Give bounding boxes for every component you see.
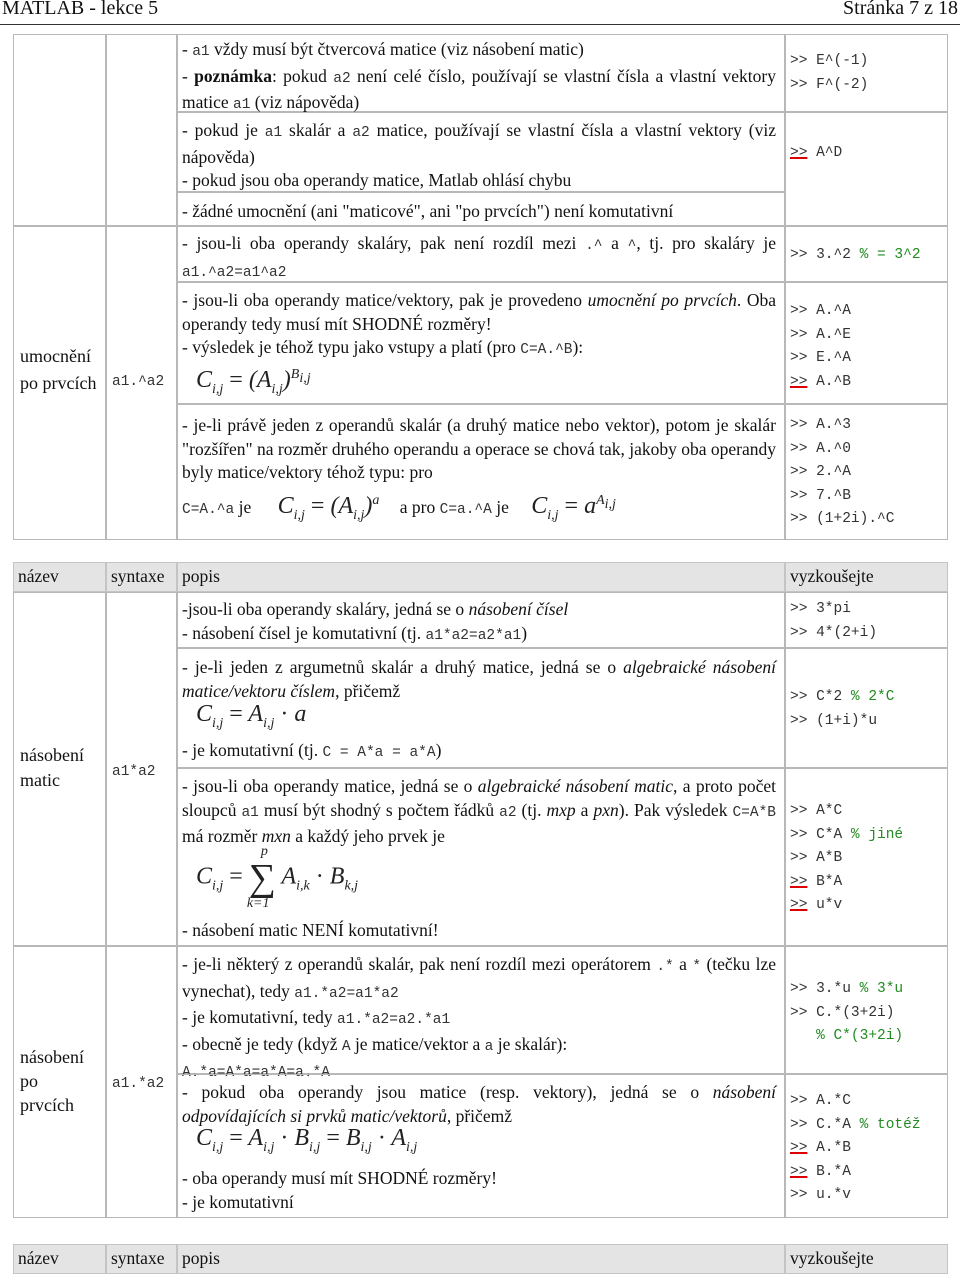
text: -	[182, 65, 195, 86]
emult-name-cell	[13, 946, 106, 1218]
code-cab: C=A.^B	[520, 342, 573, 358]
code-text: C*A	[816, 826, 851, 843]
code-line	[790, 1002, 943, 1026]
code-block	[790, 408, 943, 532]
code-text: 2.^A	[816, 464, 851, 480]
dim-mxn: mxn	[261, 826, 291, 846]
text: - pokud oba operandy jsou matice (resp. vektory), jedná se o	[182, 1082, 713, 1102]
header-desc	[177, 1244, 785, 1274]
code-prompt: >>	[790, 1116, 817, 1133]
power-syntax: a1.^a2	[112, 374, 165, 390]
code-comment: % C*(3+2i)	[816, 1028, 904, 1044]
code-block	[790, 772, 943, 918]
code-line	[790, 622, 943, 646]
text: ). Pak výsledek	[618, 799, 733, 820]
text: - násobení čísel je komutativní (tj.	[182, 622, 426, 643]
power-desc-4	[177, 226, 785, 282]
text: a	[673, 954, 693, 974]
power-desc-6	[177, 404, 785, 540]
no-commute-note: - žádné umocnění (ani "maticové", ani "po prvcích") není komutativní	[182, 201, 674, 221]
text: (tečku lze vynechat), tedy	[182, 954, 776, 1001]
code-caA: C=a.^A	[439, 502, 492, 518]
page-number: Stránka 7 z 18	[843, 0, 958, 19]
emult-desc-2	[177, 1074, 785, 1218]
code-line	[790, 686, 943, 710]
code-prompt: >>	[790, 803, 817, 819]
code-text: A.^E	[816, 326, 851, 343]
code-comment: % 2*C	[850, 689, 895, 705]
code-cab: C=A*B	[732, 804, 776, 821]
code-a2: a2	[352, 125, 370, 141]
power-desc-2	[177, 112, 785, 192]
mult-try-3	[785, 768, 948, 946]
code-line	[790, 710, 943, 734]
code-text: A*C	[816, 803, 843, 819]
code-text: (1+i)*u	[816, 712, 878, 729]
power-desc-1	[177, 34, 785, 112]
code-prompt: >>	[790, 850, 817, 866]
code-prompt: >>	[790, 247, 817, 263]
text: -jsou-li oba operandy skaláry, jedná se o	[182, 599, 469, 619]
mult-desc-3	[177, 768, 785, 946]
emphasis: umocnění po prvcích	[587, 290, 737, 310]
text: skalár a	[282, 120, 353, 140]
code-prompt: >>	[790, 712, 817, 729]
text: - je komutativní (tj.	[182, 740, 323, 760]
text: (tj.	[516, 799, 547, 820]
text: je matice/vektor a	[350, 1033, 485, 1054]
mult-syntax-cell	[106, 592, 177, 946]
code-commute: a1.*a2=a2.*a1	[337, 1012, 451, 1028]
code-text: 3.*u	[816, 981, 860, 997]
formula-matrix-mult: $C_{i,j}$ = ∑ p k=1 $A_{i,k} \cdot B_{k,j}$	[196, 844, 359, 911]
code-line	[790, 300, 943, 324]
code-comment: % jiné	[850, 826, 904, 843]
code-commute: C = A*a = a*A	[322, 745, 436, 761]
code-line	[790, 1137, 943, 1161]
text: - jsou-li oba operandy skaláry, pak není rozdíl mezi	[182, 233, 586, 253]
code-line	[790, 347, 943, 371]
note-label: poznámka	[194, 65, 272, 86]
text: matice, používají se vlastní čísla a vlastní vektory (viz nápověda)	[182, 120, 776, 167]
col-try: vyzkoušejte	[790, 566, 874, 586]
text: . Oba operandy tedy musí mít SHODNÉ rozměry!	[182, 290, 777, 334]
commute-line	[182, 739, 441, 765]
code-text: u*v	[807, 897, 843, 913]
code-text: B.*A	[807, 1163, 851, 1180]
power-name-cell	[13, 226, 106, 540]
text: - jsou-li oba operandy matice/vektory, pak je provedeno	[182, 290, 588, 310]
emult-notes	[182, 1167, 497, 1214]
text: - je-li některý z operandů skalár, pak není rozdíl mezi operátorem	[182, 954, 657, 974]
code-line	[790, 414, 943, 438]
mult-desc-2	[177, 648, 785, 768]
code-block	[790, 38, 943, 97]
col-desc: popis	[182, 1248, 220, 1268]
code-text: 3.^2	[816, 247, 860, 263]
code-a1: a1	[233, 97, 251, 113]
formula-scalar-mult: $C_{i,j} = A_{i,j} \cdot a$	[196, 701, 307, 731]
code-text: C*2	[816, 689, 851, 705]
mult-syntax: a1*a2	[112, 764, 156, 780]
header-name	[13, 562, 106, 592]
code-line	[790, 324, 943, 348]
code-prompt: >>	[790, 350, 817, 366]
code-prompt: >>	[790, 440, 817, 457]
code-line	[790, 800, 943, 824]
code-prompt: >>	[790, 981, 817, 997]
code-prompt	[790, 1028, 816, 1044]
emphasis: algebraické násobení matic	[477, 776, 674, 796]
code-commute: a1*a2=a2*a1	[425, 627, 522, 644]
mult-desc-1	[177, 592, 785, 648]
code-prompt: >>	[790, 303, 817, 319]
text: , a proto počet sloupců	[182, 776, 776, 820]
code-line	[790, 978, 943, 1002]
code-prompt: >>	[790, 1004, 817, 1021]
code-prompt: >>	[790, 373, 808, 390]
emult-name: násobení po prvcích	[20, 1047, 84, 1115]
text: - oba operandy musí mít SHODNÉ rozměry!	[182, 1168, 497, 1188]
mult-try-2	[785, 648, 948, 768]
code-text: A.^3	[816, 417, 851, 433]
code-a2: a2	[333, 70, 351, 87]
text: je	[491, 497, 509, 517]
code-block	[790, 286, 943, 394]
code-line	[790, 74, 943, 98]
code-prompt: >>	[790, 897, 808, 913]
broadcast-formulas	[182, 489, 616, 527]
code-line	[790, 461, 943, 485]
code-text: A.*B	[807, 1140, 851, 1156]
code-identity: a1.*a2=a1*a2	[294, 985, 399, 1002]
code-prompt: >>	[790, 53, 817, 69]
code-line	[790, 142, 943, 166]
formula-scalar-matrix-power: $C_{i,j} = a^{A_{i,j}}$	[531, 493, 616, 523]
header-syntax	[106, 562, 177, 592]
emphasis: násobení čísel	[468, 599, 569, 619]
emult-syntax-cell	[106, 946, 177, 1218]
text: - je komutativní	[182, 1191, 294, 1212]
code-prompt: >>	[790, 464, 817, 480]
doc-title: MATLAB - lekce 5	[2, 0, 159, 19]
mult-name-cell	[13, 592, 106, 946]
dim-mxp: mxp	[546, 799, 576, 820]
code-prompt: >>	[790, 601, 817, 617]
code-a1: a1	[264, 125, 283, 141]
code-identity: a1.^a2=a1^a2	[182, 264, 287, 281]
code-text: B*A	[807, 873, 843, 890]
text: - obecně je tedy (když	[182, 1033, 342, 1054]
text: - výsledek je téhož typu jako vstupy a platí (pro	[182, 337, 521, 357]
text: , přičemž	[335, 680, 401, 701]
text: : pokud	[271, 65, 334, 86]
header-desc	[177, 562, 785, 592]
code-prompt: >>	[790, 417, 817, 433]
code-line	[790, 50, 943, 74]
code-a1: a1	[241, 804, 259, 821]
sum-symbol: ∑ p k=1	[246, 844, 276, 911]
code-line	[790, 371, 943, 395]
code-text: A.^B	[807, 373, 851, 390]
text: a každý jeho prvek je	[290, 826, 445, 846]
power-try-4	[785, 282, 948, 404]
power-try-1	[785, 34, 948, 112]
code-line	[790, 438, 943, 462]
power-try-2	[785, 112, 948, 226]
power-syntax-cell	[106, 226, 177, 540]
code-a1: a1	[192, 44, 210, 60]
code-text: 3*pi	[816, 601, 851, 617]
emult-try-1	[785, 946, 948, 1074]
code-dot-star: .*	[656, 959, 674, 975]
text: - jsou-li oba operandy matice, jedná se o	[182, 776, 478, 796]
code-line	[790, 598, 943, 622]
code-line	[790, 824, 943, 848]
code-block	[790, 950, 943, 1049]
text: - je-li jeden z argumetnů skalár a druhý matice, jedná se o	[182, 657, 624, 677]
text: není celé číslo, používají se vlastní čísla a vlastní vektory matice	[182, 65, 777, 112]
code-line	[790, 894, 943, 918]
formula-elementwise-mult: $C_{i,j} = A_{i,j} \cdot B_{i,j} = B_{i,j} \cdot A_{i,j}$	[196, 1125, 418, 1155]
text: - je komutativní, tedy	[182, 1007, 338, 1027]
code-prompt: >>	[790, 689, 817, 705]
code-text: A.*C	[816, 1093, 851, 1109]
col-syntax: syntaxe	[111, 1248, 165, 1268]
code-text: 7.^B	[816, 487, 851, 504]
code-line	[790, 485, 943, 509]
code-cAa: C=A.^a	[182, 502, 235, 518]
code-caret: ^	[627, 238, 637, 254]
text: musí být shodný s počtem řádků	[258, 799, 500, 820]
text: , tj. pro skaláry je	[636, 233, 776, 253]
code-block	[790, 596, 943, 645]
code-text: C.*(3+2i)	[816, 1004, 895, 1021]
code-line	[790, 847, 943, 871]
code-dot-caret: .^	[585, 238, 603, 254]
code-block	[790, 652, 943, 733]
text: a	[602, 233, 628, 253]
code-prompt: >>	[790, 145, 808, 161]
mult-name: násobení matic	[20, 745, 84, 790]
header-rule	[0, 24, 960, 25]
code-prompt: >>	[790, 873, 808, 890]
code-prompt: >>	[790, 624, 817, 641]
power-try-3	[785, 226, 948, 282]
code-text: E^(-1)	[816, 53, 869, 69]
code-text: A.^A	[816, 303, 851, 319]
emult-try-2	[785, 1074, 948, 1218]
code-general: A.*a=A*a=a*A=a.*A	[182, 1065, 330, 1081]
code-text: u.*v	[816, 1187, 851, 1203]
code-line	[790, 1090, 943, 1114]
text: )	[521, 622, 528, 643]
header-try	[785, 1244, 948, 1274]
code-a2: a2	[499, 804, 517, 821]
text: , přičemž	[446, 1105, 512, 1126]
broadcast-text: - je-li právě jeden z operandů skalár (a druhý matice nebo vektor), potom je skalár "rozšířen" na rozměr druhého operandu a operace se chová tak, jakoby oba operandy byly matice/vektory téhož typu: pro	[182, 415, 776, 482]
code-star: *	[692, 959, 702, 975]
dim-pxn: pxn	[593, 799, 619, 820]
code-prompt: >>	[790, 487, 817, 504]
text: - pokud je	[182, 120, 265, 140]
power-desc-5	[177, 282, 785, 404]
text: (viz nápověda)	[250, 92, 360, 112]
text: vždy musí být čtvercová matice (viz násobení matic)	[209, 39, 584, 59]
col-name: název	[18, 1248, 59, 1268]
code-prompt: >>	[790, 1093, 817, 1109]
formula-matrix-scalar-power: $C_{i,j} = (A_{i,j})^a$	[277, 493, 380, 523]
code-prompt: >>	[790, 826, 817, 843]
col-try: vyzkoušejte	[790, 1248, 874, 1268]
code-block	[790, 230, 943, 268]
code-prompt: >>	[790, 1140, 808, 1156]
emphasis: násobení odpovídajících si prvků matic/vektorů	[182, 1082, 776, 1126]
code-comment: % = 3^2	[859, 247, 921, 263]
mult-try-1	[785, 592, 948, 648]
code-line	[790, 1114, 943, 1138]
code-prompt: >>	[790, 1187, 817, 1203]
emult-desc-1	[177, 946, 785, 1081]
code-a: a	[484, 1038, 494, 1055]
text: a	[575, 799, 594, 820]
code-text: E.^A	[816, 350, 851, 366]
code-text: A^D	[807, 145, 843, 161]
header-syntax	[106, 1244, 177, 1274]
col-name: název	[18, 566, 59, 586]
code-line	[790, 244, 943, 268]
text: -	[182, 39, 193, 59]
code-A: A	[341, 1038, 351, 1055]
code-text: A*B	[816, 850, 843, 866]
header-name	[13, 1244, 106, 1274]
noncommute-note: - násobení matic NENÍ komutativní!	[182, 920, 439, 940]
text: - pokud jsou oba operandy matice, Matlab ohlásí chybu	[182, 170, 572, 190]
text: )	[435, 740, 442, 760]
code-comment: % 3*u	[859, 981, 904, 997]
text: je	[234, 497, 252, 517]
power-try-5	[785, 404, 948, 540]
emphasis: algebraické násobení matice/vektoru číslem	[182, 657, 776, 701]
code-line	[790, 1184, 943, 1208]
code-comment: % totéž	[859, 1116, 921, 1133]
text: ):	[572, 337, 584, 357]
code-text: A.^0	[816, 440, 851, 457]
power-syntax-empty-cell	[106, 34, 177, 226]
code-text: 4*(2+i)	[816, 624, 878, 641]
code-text: F^(-2)	[816, 76, 869, 93]
code-line	[790, 1161, 943, 1185]
col-desc: popis	[182, 566, 220, 586]
code-prompt: >>	[790, 76, 817, 93]
formula-elementwise-power: $C_{i,j} = (A_{i,j})^{B_{i,j}}$	[196, 367, 311, 397]
text: má rozměr	[182, 826, 262, 846]
code-prompt: >>	[790, 326, 817, 343]
code-block	[790, 1078, 943, 1208]
header-try	[785, 562, 948, 592]
code-prompt: >>	[790, 1163, 808, 1180]
emult-syntax: a1.*a2	[112, 1076, 165, 1092]
text: a pro	[399, 497, 440, 517]
code-block	[790, 116, 943, 166]
power-name: umocnění po prvcích	[20, 346, 97, 393]
power-desc-3	[177, 192, 785, 226]
page-header	[0, 0, 960, 22]
text: je skalár):	[493, 1033, 568, 1054]
code-line	[790, 871, 943, 895]
code-line	[790, 1025, 943, 1049]
power-name-empty-cell	[13, 34, 106, 226]
code-text: C.*A	[816, 1116, 860, 1133]
code-prompt: >>	[790, 511, 817, 527]
col-syntax: syntaxe	[111, 566, 165, 586]
code-text: (1+2i).^C	[816, 511, 895, 527]
code-line	[790, 508, 943, 532]
